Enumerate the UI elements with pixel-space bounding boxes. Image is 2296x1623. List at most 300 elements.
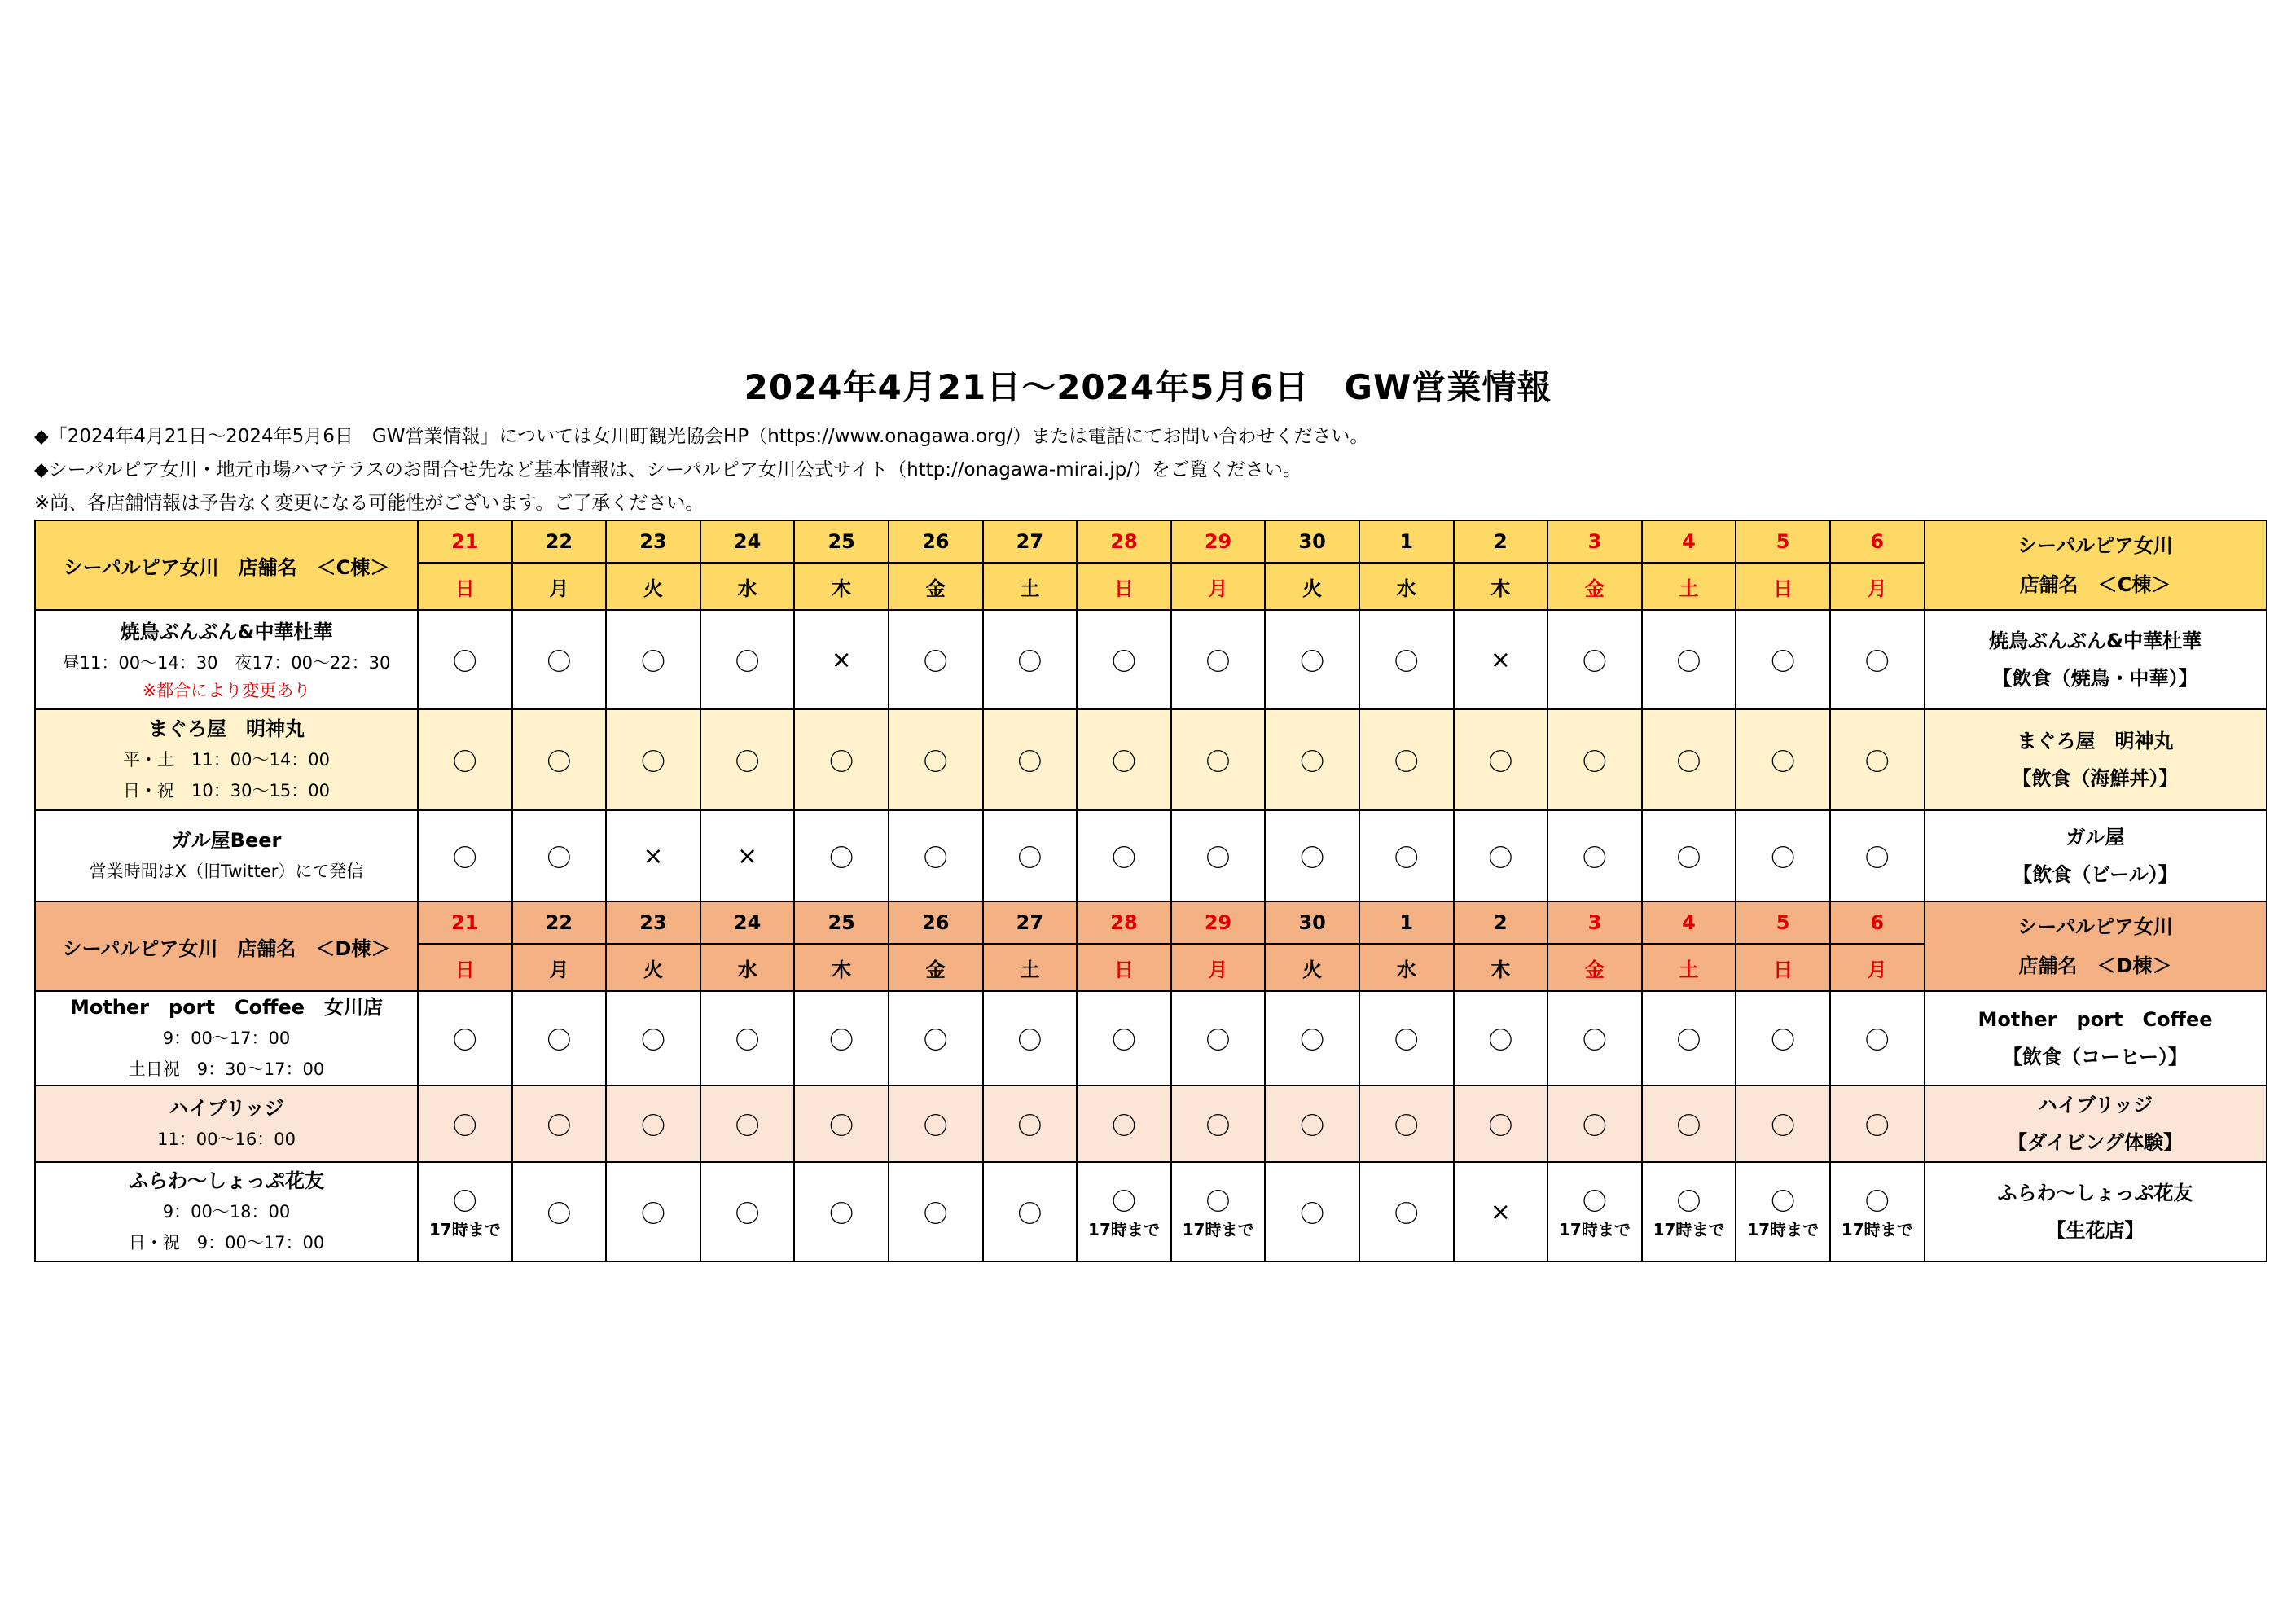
shop-category-cell [1925, 810, 2267, 901]
weekday-cell: 水 [700, 944, 795, 991]
status-cell [889, 610, 983, 709]
status-mark: 〇 [1111, 648, 1136, 677]
status-mark: 〇 [1205, 748, 1231, 777]
date-cell: 27 [983, 901, 1078, 944]
status-cell [1830, 991, 1925, 1086]
shop-hours: 9：00～17：00 [162, 1029, 291, 1048]
status-cell [1642, 709, 1736, 810]
status-note: 17時まで [428, 1220, 501, 1239]
shop-info-cell [35, 709, 418, 810]
weekday-cell: 木 [794, 563, 889, 610]
weekday-cell: 木 [794, 944, 889, 991]
shop-row [35, 810, 2267, 901]
status-mark: 〇 [923, 1112, 948, 1141]
date-cell: 2 [1454, 520, 1548, 563]
status-cell [1171, 991, 1266, 1086]
shop-row [35, 1086, 2267, 1162]
status-mark: 〇 [1676, 844, 1701, 873]
shop-name: 焼鳥ぶんぶん&中華杜華 [120, 621, 333, 643]
section-c-header-dates [35, 520, 2267, 563]
shop-category-cell [1925, 610, 2267, 709]
status-cell [1265, 991, 1359, 1086]
status-cell [889, 991, 983, 1086]
date-cell: 1 [1359, 901, 1454, 944]
status-cell [606, 709, 700, 810]
status-cell [794, 1086, 889, 1162]
status-mark: 〇 [1017, 748, 1043, 777]
status-mark: 〇 [923, 1027, 948, 1055]
status-mark: 〇 [640, 1200, 665, 1229]
status-cell [700, 1162, 795, 1261]
status-cell [700, 1086, 795, 1162]
status-cell [1642, 991, 1736, 1086]
weekday-cell: 日 [1077, 563, 1171, 610]
status-mark: 〇 [640, 748, 665, 777]
status-mark: 〇 [1300, 1027, 1325, 1055]
status-cell [1077, 709, 1171, 810]
status-mark: 〇 [1017, 648, 1043, 677]
date-cell: 3 [1547, 520, 1642, 563]
shop-category-cell [1925, 709, 2267, 810]
weekday-cell: 月 [1171, 563, 1266, 610]
weekday-cell: 月 [1830, 563, 1925, 610]
status-mark: 〇 [1205, 1188, 1231, 1217]
status-cell [418, 1162, 512, 1261]
shop-type: 【飲食（海鮮丼）】 [2012, 767, 2179, 790]
status-mark: 〇 [923, 748, 948, 777]
date-cell: 21 [418, 901, 512, 944]
weekday-cell: 日 [1736, 944, 1830, 991]
section-c-header-label: シーパルピア女川 店舗名 ＜C棟＞ [35, 520, 418, 610]
date-cell: 27 [983, 520, 1078, 563]
status-mark: 〇 [1205, 844, 1231, 873]
status-cell [1454, 1086, 1548, 1162]
status-cell [1547, 1086, 1642, 1162]
schedule-table [34, 520, 2267, 1262]
status-mark: 〇 [829, 748, 854, 777]
status-cell [1830, 1086, 1925, 1162]
status-cell [1736, 810, 1830, 901]
status-cell [1171, 810, 1266, 901]
status-mark: 〇 [1582, 1188, 1607, 1217]
status-cell [1359, 709, 1454, 810]
status-mark: 〇 [547, 648, 572, 677]
status-cell [1454, 610, 1548, 709]
status-mark: 〇 [547, 844, 572, 873]
date-cell: 23 [606, 520, 700, 563]
status-cell [794, 610, 889, 709]
date-cell: 25 [794, 520, 889, 563]
status-cell [512, 1086, 607, 1162]
status-cell [1265, 610, 1359, 709]
status-mark: 〇 [1582, 1112, 1607, 1141]
shop-name: ハイブリッジ [169, 1097, 284, 1120]
shop-category-cell [1925, 1162, 2267, 1261]
shop-row [35, 610, 2267, 709]
status-mark: 〇 [1864, 648, 1890, 677]
status-note: 17時まで [1653, 1220, 1725, 1239]
status-mark: 〇 [547, 1027, 572, 1055]
status-cell [1454, 991, 1548, 1086]
shop-right-name: ガル屋 [2066, 826, 2125, 849]
shop-type: 【飲食（コーヒー）】 [2002, 1046, 2188, 1068]
status-mark: 〇 [1771, 1188, 1796, 1217]
status-cell [983, 610, 1078, 709]
status-mark: × [643, 841, 664, 871]
status-cell [1736, 1162, 1830, 1261]
status-cell [1454, 1162, 1548, 1261]
status-cell [1359, 1162, 1454, 1261]
shop-info-cell [35, 991, 418, 1086]
shop-right-name: まぐろ屋 明神丸 [2017, 730, 2174, 752]
status-cell [1547, 810, 1642, 901]
weekday-cell: 土 [983, 563, 1078, 610]
status-mark: 〇 [735, 1112, 760, 1141]
section-d-header-label: シーパルピア女川 店舗名 ＜D棟＞ [35, 901, 418, 991]
weekday-cell: 木 [1454, 944, 1548, 991]
date-cell: 4 [1642, 901, 1736, 944]
status-cell [700, 991, 795, 1086]
shop-name: ガル屋Beer [171, 829, 282, 852]
status-cell [794, 1162, 889, 1261]
status-mark: 〇 [1017, 1200, 1043, 1229]
status-mark: 〇 [1488, 844, 1513, 873]
status-mark: 〇 [452, 1027, 477, 1055]
weekday-cell: 日 [1736, 563, 1830, 610]
status-mark: 〇 [1394, 844, 1419, 873]
date-cell: 30 [1265, 901, 1359, 944]
shop-right-name: ハイブリッジ [2037, 1094, 2153, 1116]
shop-info-cell [35, 1162, 418, 1261]
status-mark: 〇 [735, 648, 760, 677]
shop-right-name: 焼鳥ぶんぶん&中華杜華 [1989, 629, 2202, 652]
weekday-cell: 火 [606, 944, 700, 991]
status-mark: 〇 [1111, 748, 1136, 777]
weekday-cell: 月 [1171, 944, 1266, 991]
status-cell [1171, 1162, 1266, 1261]
status-cell [1171, 1086, 1266, 1162]
status-cell [1736, 991, 1830, 1086]
header-right-line: シーパルピア女川 [2017, 534, 2173, 557]
status-mark: 〇 [1300, 844, 1325, 873]
status-cell [889, 1162, 983, 1261]
shop-right-name: Mother port Coffee [1978, 1008, 2213, 1031]
status-mark: 〇 [640, 648, 665, 677]
weekday-cell: 水 [700, 563, 795, 610]
note-line: ◆シーパルピア女川・地元市場ハマテラスのお問合せ先など基本情報は、シーパルピア女川公式サイト（http://onagawa-mirai.jp/）をご覧ください。 [34, 459, 1302, 480]
status-cell [889, 709, 983, 810]
status-mark: 〇 [1111, 844, 1136, 873]
date-cell: 25 [794, 901, 889, 944]
status-mark: 〇 [640, 1112, 665, 1141]
shop-row [35, 991, 2267, 1086]
status-cell [418, 991, 512, 1086]
status-mark: 〇 [1205, 1027, 1231, 1055]
status-cell [512, 610, 607, 709]
status-cell [889, 810, 983, 901]
status-cell [1077, 810, 1171, 901]
status-mark: 〇 [547, 748, 572, 777]
status-cell [1171, 709, 1266, 810]
status-mark: 〇 [1394, 1200, 1419, 1229]
shop-hours: 平・土 11：00～14：00 [123, 750, 330, 770]
status-mark: 〇 [1488, 1027, 1513, 1055]
status-cell [1736, 709, 1830, 810]
header-right-line: シーパルピア女川 [2017, 915, 2173, 938]
status-mark: 〇 [452, 1112, 477, 1141]
weekday-cell: 金 [889, 563, 983, 610]
section-d-header-right [1925, 901, 2267, 991]
status-cell [606, 1162, 700, 1261]
status-mark: 〇 [1394, 748, 1419, 777]
status-cell [1077, 991, 1171, 1086]
shop-info-cell [35, 610, 418, 709]
date-cell: 29 [1171, 901, 1266, 944]
status-mark: 〇 [1771, 1112, 1796, 1141]
date-cell: 4 [1642, 520, 1736, 563]
date-cell: 2 [1454, 901, 1548, 944]
status-mark: 〇 [1300, 1200, 1325, 1229]
status-mark: 〇 [1205, 1112, 1231, 1141]
status-mark: × [1490, 1197, 1511, 1226]
note-line: ※尚、各店舗情報は予告なく変更になる可能性がございます。ご了承ください。 [34, 493, 705, 514]
shop-info-cell [35, 810, 418, 901]
shop-type: 【ダイビング体験】 [2007, 1131, 2184, 1154]
status-cell [700, 610, 795, 709]
status-mark: 〇 [829, 844, 854, 873]
status-cell [418, 610, 512, 709]
notes [34, 420, 1368, 520]
status-cell [794, 991, 889, 1086]
shop-hours: 土日祝 9：30～17：00 [128, 1059, 325, 1079]
status-mark: 〇 [1771, 844, 1796, 873]
status-mark: 〇 [1300, 748, 1325, 777]
status-mark: 〇 [923, 844, 948, 873]
weekday-cell: 土 [1642, 944, 1736, 991]
status-mark: 〇 [923, 1200, 948, 1229]
status-mark: 〇 [452, 648, 477, 677]
status-cell [794, 810, 889, 901]
weekday-cell: 金 [889, 944, 983, 991]
status-mark: × [737, 841, 758, 871]
status-cell [1642, 1162, 1736, 1261]
status-cell [700, 709, 795, 810]
status-cell [1265, 709, 1359, 810]
status-mark: 〇 [1582, 648, 1607, 677]
date-cell: 22 [512, 901, 607, 944]
status-mark: 〇 [452, 1188, 477, 1217]
shop-hours: 日・祝 9：00～17：00 [128, 1233, 325, 1252]
status-mark: 〇 [1771, 748, 1796, 777]
status-cell [512, 810, 607, 901]
shop-category-cell [1925, 991, 2267, 1086]
status-mark: 〇 [1864, 844, 1890, 873]
status-cell [1359, 991, 1454, 1086]
status-cell [889, 1086, 983, 1162]
status-mark: 〇 [1300, 648, 1325, 677]
date-cell: 28 [1077, 520, 1171, 563]
date-cell: 6 [1830, 901, 1925, 944]
weekday-cell: 日 [1077, 944, 1171, 991]
status-cell [512, 991, 607, 1086]
status-mark: 〇 [1111, 1027, 1136, 1055]
weekday-cell: 月 [512, 563, 607, 610]
status-cell [1642, 610, 1736, 709]
status-cell [983, 1162, 1078, 1261]
status-mark: 〇 [829, 1200, 854, 1229]
status-cell [606, 810, 700, 901]
status-cell [1830, 810, 1925, 901]
weekday-cell: 月 [1830, 944, 1925, 991]
status-note: 17時まで [1182, 1220, 1254, 1239]
status-mark: 〇 [1488, 1112, 1513, 1141]
date-cell: 6 [1830, 520, 1925, 563]
status-note: 17時まで [1088, 1220, 1160, 1239]
status-cell [1830, 610, 1925, 709]
status-cell [1547, 1162, 1642, 1261]
status-cell [1454, 709, 1548, 810]
status-cell [418, 1086, 512, 1162]
status-cell [1642, 1086, 1736, 1162]
weekday-cell: 日 [418, 563, 512, 610]
status-cell [1547, 991, 1642, 1086]
status-mark: 〇 [1394, 648, 1419, 677]
status-mark: 〇 [1676, 648, 1701, 677]
status-cell [1077, 610, 1171, 709]
status-cell [1736, 1086, 1830, 1162]
shop-hours: 日・祝 10：30～15：00 [123, 781, 330, 801]
status-cell [1830, 709, 1925, 810]
status-mark: 〇 [1864, 1112, 1890, 1141]
status-mark: 〇 [735, 748, 760, 777]
status-mark: × [831, 645, 852, 674]
status-cell [983, 1086, 1078, 1162]
shop-hours: 9：00～18：00 [162, 1202, 291, 1222]
status-cell [983, 991, 1078, 1086]
status-mark: 〇 [1582, 748, 1607, 777]
shop-type: 【飲食（ビール）】 [2013, 863, 2178, 886]
date-cell: 26 [889, 520, 983, 563]
date-cell: 1 [1359, 520, 1454, 563]
shop-row [35, 1162, 2267, 1261]
shop-right-name: ふらわ～しょっぷ花友 [1997, 1182, 2193, 1204]
status-mark: 〇 [1017, 844, 1043, 873]
header-right-line: 店舗名 ＜C棟＞ [2019, 573, 2171, 596]
weekday-cell: 金 [1547, 944, 1642, 991]
note-line: ◆「2024年4月21日～2024年5月6日 GW営業情報」については女川町観光協会HP（https://www.onagawa.org/）または電話にてお問い合わせください。 [34, 426, 1369, 447]
page-title: 2024年4月21日～2024年5月6日 GW営業情報 [744, 367, 1552, 407]
status-mark: 〇 [735, 1200, 760, 1229]
status-cell [1077, 1086, 1171, 1162]
status-note: 17時まで [1747, 1220, 1820, 1239]
weekday-cell: 火 [1265, 563, 1359, 610]
date-cell: 26 [889, 901, 983, 944]
status-cell [606, 610, 700, 709]
shop-name: Mother port Coffee 女川店 [69, 996, 384, 1019]
date-cell: 5 [1736, 901, 1830, 944]
shop-hours: 営業時間はX（旧Twitter）にて発信 [89, 862, 364, 881]
status-mark: × [1490, 645, 1511, 674]
status-cell [1642, 810, 1736, 901]
date-cell: 5 [1736, 520, 1830, 563]
status-cell [606, 1086, 700, 1162]
status-mark: 〇 [1394, 1112, 1419, 1141]
status-cell [1359, 1086, 1454, 1162]
status-note: 17時まで [1559, 1220, 1631, 1239]
shop-type: 【飲食（焼鳥・中華）】 [1992, 667, 2198, 690]
status-mark: 〇 [1582, 844, 1607, 873]
status-mark: 〇 [829, 1027, 854, 1055]
date-cell: 21 [418, 520, 512, 563]
status-cell [794, 709, 889, 810]
date-cell: 24 [700, 520, 795, 563]
header-right-line: 店舗名 ＜D棟＞ [2018, 954, 2172, 977]
status-mark: 〇 [640, 1027, 665, 1055]
shop-hours: 昼11：00～14：30 夜17：00～22：30 [62, 653, 391, 673]
status-cell [512, 709, 607, 810]
date-cell: 22 [512, 520, 607, 563]
date-cell: 24 [700, 901, 795, 944]
date-cell: 23 [606, 901, 700, 944]
status-mark: 〇 [1111, 1188, 1136, 1217]
date-cell: 30 [1265, 520, 1359, 563]
weekday-cell: 火 [1265, 944, 1359, 991]
weekday-cell: 日 [418, 944, 512, 991]
date-cell: 28 [1077, 901, 1171, 944]
weekday-cell: 土 [1642, 563, 1736, 610]
status-cell [1265, 810, 1359, 901]
status-mark: 〇 [1017, 1027, 1043, 1055]
status-mark: 〇 [452, 844, 477, 873]
shop-hours: 11：00～16：00 [157, 1130, 296, 1149]
status-mark: 〇 [1017, 1112, 1043, 1141]
date-cell: 3 [1547, 901, 1642, 944]
section-d-header-dates [35, 901, 2267, 944]
status-mark: 〇 [1771, 1027, 1796, 1055]
shop-category-cell [1925, 1086, 2267, 1162]
status-mark: 〇 [1488, 748, 1513, 777]
status-mark: 〇 [1111, 1112, 1136, 1141]
status-mark: 〇 [1864, 1188, 1890, 1217]
status-mark: 〇 [1864, 748, 1890, 777]
shop-name: ふらわ～しょっぷ花友 [129, 1169, 324, 1192]
status-cell [418, 810, 512, 901]
status-cell [606, 991, 700, 1086]
weekday-cell: 木 [1454, 563, 1548, 610]
status-mark: 〇 [1300, 1112, 1325, 1141]
weekday-cell: 水 [1359, 944, 1454, 991]
status-mark: 〇 [1676, 1027, 1701, 1055]
status-cell [418, 709, 512, 810]
date-cell: 29 [1171, 520, 1266, 563]
status-note: 17時まで [1841, 1220, 1913, 1239]
status-mark: 〇 [735, 1027, 760, 1055]
status-mark: 〇 [1676, 1112, 1701, 1141]
status-mark: 〇 [1676, 748, 1701, 777]
status-mark: 〇 [1771, 648, 1796, 677]
status-cell [983, 810, 1078, 901]
status-mark: 〇 [1394, 1027, 1419, 1055]
status-cell [1359, 810, 1454, 901]
status-mark: 〇 [829, 1112, 854, 1141]
section-c-header-right [1925, 520, 2267, 610]
status-mark: 〇 [547, 1200, 572, 1229]
status-cell [1736, 610, 1830, 709]
status-mark: 〇 [1864, 1027, 1890, 1055]
status-cell [700, 810, 795, 901]
status-mark: 〇 [452, 748, 477, 777]
status-cell [1171, 610, 1266, 709]
